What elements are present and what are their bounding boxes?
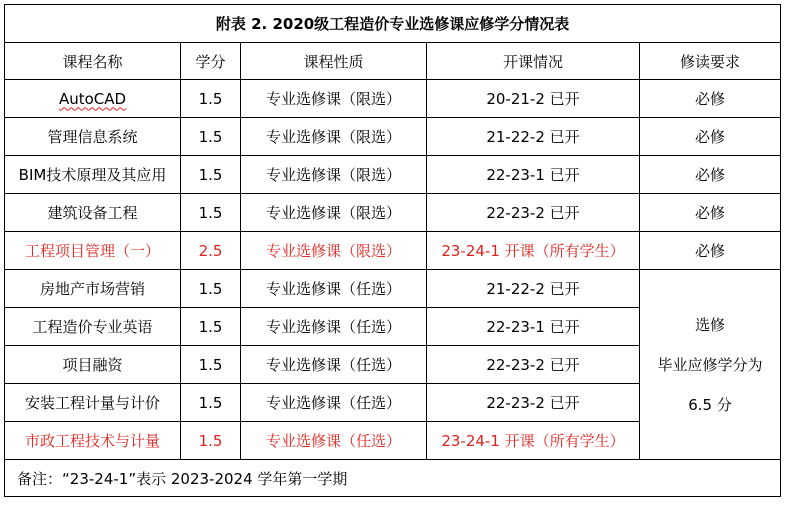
offering-status-cell: 21-22-2 已开 [427, 270, 640, 308]
course-name: AutoCAD [58, 89, 127, 108]
requirement-cell: 必修 [640, 156, 781, 194]
table-row [5, 118, 781, 156]
offering-status-cell: 22-23-2 已开 [427, 346, 640, 384]
offering-status-cell: 22-23-1 已开 [427, 308, 640, 346]
table-row-highlighted [5, 232, 781, 270]
credit-cell: 1.5 [181, 422, 241, 460]
header-credit: 学分 [181, 43, 241, 80]
elective-label: 选修 [695, 315, 726, 334]
course-nature-cell: 专业选修课（任选） [241, 384, 427, 422]
course-name-cell: 安装工程计量与计价 [5, 384, 181, 422]
header-course-name: 课程名称 [5, 43, 181, 80]
offering-status-cell: 20-21-2 已开 [427, 80, 640, 118]
course-nature-cell: 专业选修课（限选） [241, 194, 427, 232]
course-nature-cell: 专业选修课（限选） [241, 232, 427, 270]
offering-status-cell: 22-23-2 已开 [427, 194, 640, 232]
course-nature-cell: 专业选修课（任选） [241, 422, 427, 460]
table-row [5, 194, 781, 232]
credit-cell: 1.5 [181, 270, 241, 308]
credit-cell: 1.5 [181, 80, 241, 118]
course-name-cell: 工程造价专业英语 [5, 308, 181, 346]
course-name-cell: 项目融资 [5, 346, 181, 384]
course-name-cell: 市政工程技术与计量 [5, 422, 181, 460]
header-course-nature: 课程性质 [241, 43, 427, 80]
offering-status-cell: 21-22-2 已开 [427, 118, 640, 156]
requirement-cell: 必修 [640, 80, 781, 118]
credit-cell: 1.5 [181, 384, 241, 422]
graduation-credits-value: 6.5 分 [688, 395, 732, 414]
course-name-cell: 房地产市场营销 [5, 270, 181, 308]
credit-cell: 1.5 [181, 156, 241, 194]
course-nature-cell: 专业选修课（任选） [241, 308, 427, 346]
credit-cell: 1.5 [181, 346, 241, 384]
course-nature-cell: 专业选修课（限选） [241, 156, 427, 194]
offering-status-cell: 23-24-1 开课（所有学生） [427, 232, 640, 270]
course-name-cell: 工程项目管理（一） [5, 232, 181, 270]
requirement-cell: 必修 [640, 232, 781, 270]
table-row [5, 156, 781, 194]
course-nature-cell: 专业选修课（限选） [241, 118, 427, 156]
course-name-cell: BIM技术原理及其应用 [5, 156, 181, 194]
elective-credits-table [4, 4, 781, 497]
course-nature-cell: 专业选修课（任选） [241, 346, 427, 384]
course-name-cell [5, 80, 181, 118]
requirement-cell: 必修 [640, 194, 781, 232]
table-title: 附表 2. 2020级工程造价专业选修课应修学分情况表 [5, 5, 781, 43]
offering-status-cell: 22-23-2 已开 [427, 384, 640, 422]
table-row [5, 80, 781, 118]
header-row [5, 43, 781, 80]
credit-cell: 1.5 [181, 118, 241, 156]
table-note: 备注：“23-24-1”表示 2023-2024 学年第一学期 [5, 460, 781, 497]
course-nature-cell: 专业选修课（任选） [241, 270, 427, 308]
course-name-cell: 建筑设备工程 [5, 194, 181, 232]
offering-status-cell: 22-23-1 已开 [427, 156, 640, 194]
table-row [5, 270, 781, 308]
credit-cell: 1.5 [181, 308, 241, 346]
course-nature-cell: 专业选修课（限选） [241, 80, 427, 118]
graduation-credits-label: 毕业应修学分为 [657, 355, 763, 374]
requirement-cell: 必修 [640, 118, 781, 156]
elective-requirement-cell [640, 270, 781, 460]
credit-cell: 1.5 [181, 194, 241, 232]
course-name-cell: 管理信息系统 [5, 118, 181, 156]
header-requirement: 修读要求 [640, 43, 781, 80]
credit-cell: 2.5 [181, 232, 241, 270]
offering-status-cell: 23-24-1 开课（所有学生） [427, 422, 640, 460]
header-offering-status: 开课情况 [427, 43, 640, 80]
